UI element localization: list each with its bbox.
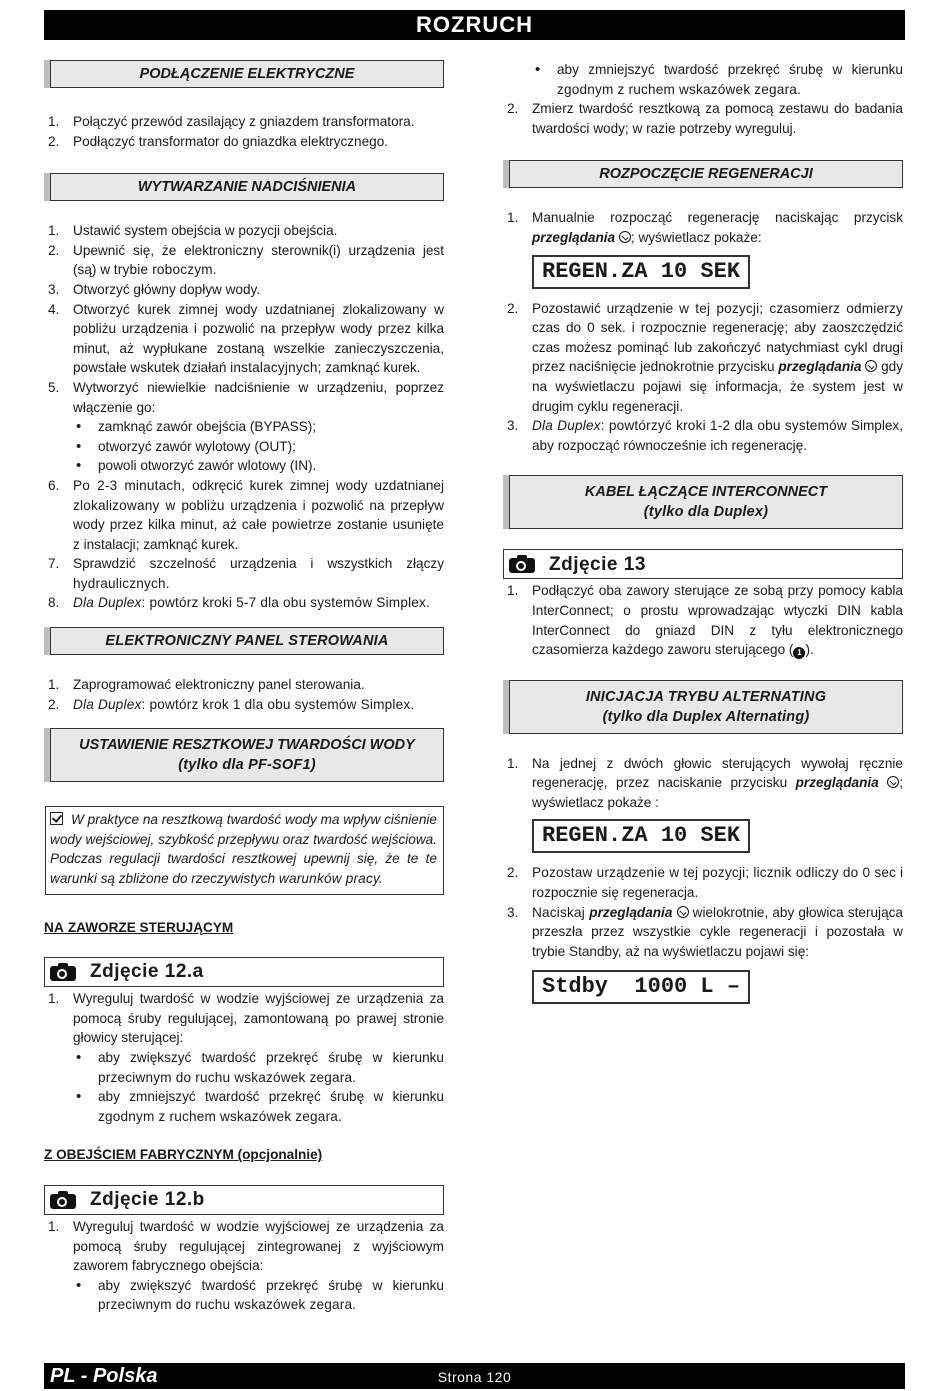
list-item: 2. Podłączyć transformator do gniazdka elektrycznego. [48, 133, 389, 149]
list-item: 6. Po 2-3 minutach, odkręcić kurek zimnej wody uzdatnianej zlokalizowany w pobliżu urządzenia i pozwolić na przepływ wody przez kilka minut, aż całe powietrze zostanie usunięte z instalacji; zamknąć kurek. [48, 477, 444, 552]
pressure-steps [44, 221, 444, 613]
heading-line: KABEL ŁĄCZĄCE INTERCONNECT [584, 484, 828, 501]
screw-bullets [73, 1048, 444, 1126]
list-item: 1. Wyreguluj twardość w wodzie wyjściowej ze urządzenia za pomocą śruby regulującej, zamontowaną po prawej stronie głowicy sterującej: • aby zwiększyć twardość przekręć śrubę w kierunku przeciwnym do ruchu wskazówek zegara. • aby zmniejszyć twardość przekręć śrubę w kierunku zgodnym z ruchem wskazówek zegara. [44, 989, 444, 1126]
bullet-item: • powoli otworzyć zawór wlotowy (IN). [73, 456, 444, 476]
list-item: 2. Upewnić się, że elektroniczny sterownik(i) urządzenia jest (są) w trybie roboczym. [48, 242, 444, 278]
list-item: 3. Naciskaj przeglądania wielokrotnie, aby głowica sterująca przeszła przez wszystkie cykle regeneracji i pozostała w trybie Standby, aż na wyświetlaczu pojawi się: [507, 904, 903, 959]
scroll-button-icon [887, 776, 899, 788]
heading-line: USTAWIENIE RESZTKOWEJ TWARDOŚCI WODY [79, 737, 415, 754]
heading-subline: (tylko dla Duplex) [643, 504, 769, 521]
section-heading-start-regeneration: ROZPOCZĘCIE REGENERACJI [509, 160, 903, 188]
valve-hardness-steps [44, 989, 444, 1126]
bullet-item: • zamknąć zawór obejścia (BYPASS); [73, 417, 444, 437]
panel-steps [44, 675, 444, 714]
camera-icon [50, 963, 76, 981]
subheading-factory-bypass: Z OBEJŚCIEM FABRYCZNYM (opcjonalnie) [44, 1147, 323, 1163]
hardness-note: W praktyce na resztkową twardość wody ma wpływ ciśnienie wody wejściowej, szybkość przepływu oraz twardość wejściowa. Podczas regulacji twardości resztkowej upewnij się, że te te warunki są zbliżone do rzeczywistych warunków pracy. [45, 806, 444, 894]
list-item: 5. Wytworzyć niewielkie nadciśnienie w urządzeniu, poprzez włączenie go: • zamknąć zawór obejścia (BYPASS); • otworzyć zawór wylotowy (OUT); • powoli otworzyć zawór wlotowy (IN). [44, 378, 444, 476]
continued-steps [503, 99, 903, 138]
list-item: 4. Otworzyć kurek zimnej wody uzdatnianej zlokalizowany w pobliżu urządzenia i pozwolić na przepływ wody przez kilka minut, aż wypłukane zostaną wszelkie zanieczyszczenia, powstałe wskutek działań instalacyjnych; zamknąć kurek. [48, 301, 444, 376]
footer-page-number: Strona 120 [437, 1369, 512, 1385]
list-item: 7. Sprawdzić szczelność urządzenia i wszystkich złączy hydraulicznych. [48, 556, 444, 591]
lcd-display: REGEN.ZA 10 SEK [532, 255, 750, 289]
page-header: ROZRUCH [44, 10, 905, 40]
list-item: 1. Połączyć przewód zasilający z gniazdem transformatora. [48, 114, 415, 129]
page-footer [44, 1363, 905, 1389]
photo-reference-13: Zdjęcie 13 [503, 549, 903, 579]
alternating-steps-cont [503, 863, 903, 961]
footer-language: PL - Polska [50, 1365, 158, 1387]
heading-subline: (tylko dla Duplex Alternating) [602, 708, 810, 725]
list-item: 1. Ustawić system obejścia w pozycji obejścia. [48, 223, 338, 239]
camera-icon [50, 1191, 76, 1209]
section-heading-interconnect [509, 475, 903, 529]
section-heading-electrical: PODŁĄCZENIE ELEKTRYCZNE [50, 60, 444, 88]
regeneration-steps-cont [503, 299, 903, 456]
scroll-button-icon [865, 360, 877, 372]
list-item: 2. Dla Duplex: powtórz krok 1 dla obu systemów Simplex. [48, 696, 415, 712]
right-column [503, 60, 903, 1004]
scroll-button-icon [619, 231, 631, 243]
list-item: 2. Zmierz twardość resztkową za pomocą zestawu do badania twardości wody; w razie potrzeby wyreguluj. [507, 101, 903, 136]
subheading-control-valve: NA ZAWORZE STERUJĄCYM [44, 919, 234, 935]
alternating-steps [503, 754, 903, 813]
section-heading-control-panel: ELEKTRONICZNY PANEL STEROWANIA [50, 627, 444, 655]
bullet-item: • aby zwiększyć twardość przekręć śrubę w kierunku przeciwnym do ruchu wskazówek zegara. [73, 1276, 444, 1315]
continued-bullets [532, 60, 903, 99]
heading-line: INICJACJA TRYBU ALTERNATING [585, 688, 827, 705]
scroll-button-icon [677, 906, 689, 918]
list-item: 1. Manualnie rozpocząć regenerację naciskając przycisk przeglądania ; wyświetlacz pokaże: [507, 210, 903, 245]
heading-subline: (tylko dla PF-SOF1) [178, 757, 316, 774]
section-heading-pressure: WYTWARZANIE NADCIŚNIENIA [50, 173, 444, 201]
lcd-display: REGEN.ZA 10 SEK [532, 819, 750, 853]
list-item: 2. Pozostawić urządzenie w tej pozycji; czasomierz odmierzy czas do 0 sek. i rozpocznie regenerację; aby zaoszczędzić czas możesz pominąć lub zakończyć natychmiast cykl drugi przez naciśnięcie jednokrotnie przycisku przeglądania gdy na wyświetlaczu pojawi się informacja, że system jest w drugim cyklu regeneracji. [507, 300, 903, 414]
callout-number-icon: 1 [793, 647, 805, 659]
lcd-display: Stdby 1000 L – [532, 970, 750, 1004]
section-heading-alternating [509, 680, 903, 734]
list-item: 2. Pozostaw urządzenie w tej pozycji; licznik odliczy do 0 sec i rozpocznie się regeneracja. [507, 865, 903, 901]
screw-bullets [73, 1276, 444, 1315]
interconnect-steps [503, 581, 903, 659]
section-heading-residual-hardness [50, 728, 444, 782]
checkbox-icon [50, 812, 63, 825]
bullet-item: • otworzyć zawór wylotowy (OUT); [73, 437, 444, 457]
photo-reference-12b: Zdjęcie 12.b [44, 1185, 444, 1215]
bullet-item: • aby zwiększyć twardość przekręć śrubę w kierunku przeciwnym do ruchu wskazówek zegara. [73, 1048, 444, 1087]
list-item: 1. Zaprogramować elektroniczny panel sterowania. [48, 677, 365, 693]
left-column [44, 60, 444, 1315]
bypass-hardness-steps [44, 1217, 444, 1315]
electrical-steps [44, 112, 444, 151]
list-item: 8. Dla Duplex: powtórz kroki 5-7 dla obu systemów Simplex. [48, 595, 431, 611]
list-item: 3. Otworzyć główny dopływ wody. [48, 281, 261, 297]
camera-icon [509, 555, 535, 573]
bullet-item: • aby zmniejszyć twardość przekręć śrubę w kierunku zgodnym z ruchem wskazówek zegara. [532, 60, 903, 99]
list-item: 1. Na jednej z dwóch głowic sterujących wywołaj ręcznie regenerację, przez naciskanie przycisku przeglądania ; wyświetlacz pokaże : [507, 755, 903, 810]
bullet-item: • aby zmniejszyć twardość przekręć śrubę w kierunku zgodnym z ruchem wskazówek zegara. [73, 1087, 444, 1126]
valve-bullets [73, 417, 444, 476]
photo-reference-12a: Zdjęcie 12.a [44, 957, 444, 987]
list-item: 3. Dla Duplex: powtórzyć kroki 1-2 dla obu systemów Simplex, aby rozpocząć równocześnie ich regenerację. [507, 418, 903, 453]
list-item: 1. Wyreguluj twardość w wodzie wyjściowej ze urządzenia za pomocą śruby regulującej zintegrowanej z wyjściowym zaworem fabrycznego obejścia: • aby zwiększyć twardość przekręć śrubę w kierunku przeciwnym do ruchu wskazówek zegara. [44, 1217, 444, 1315]
list-item: 1. Podłączyć oba zawory sterujące ze sobą przy pomocy kabla InterConnect; o prostu wprowadzając wtyczki DIN kabla InterConnect do gniazd DIN z tyłu elektronicznego czasomierza każdego zaworu sterującego ( 1 ). [507, 583, 903, 658]
regeneration-steps [503, 208, 903, 247]
